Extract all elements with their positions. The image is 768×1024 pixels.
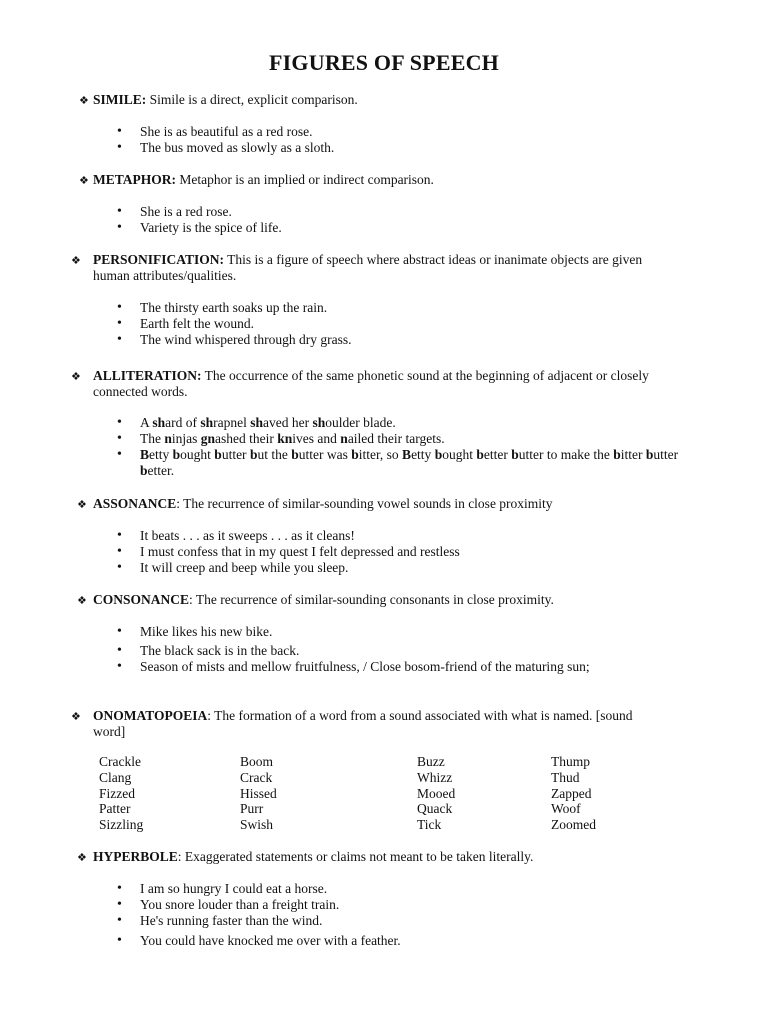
list-item [117,300,697,316]
bold-letters: B [140,447,150,462]
section-heading-text [93,496,663,512]
list-item [117,415,697,431]
page-title: FIGURES OF SPEECH [269,50,499,75]
section-definition: : The recurrence of similar-sounding vowel sounds in close proximity [176,496,553,511]
sound-word: Hissed [240,785,277,801]
example-list [117,124,697,156]
sound-word: Zapped [551,785,592,801]
example-list [117,204,697,236]
section-term: PERSONIFICATION: [93,252,225,267]
bold-letters: b [613,447,621,462]
section-heading-text [93,368,663,400]
list-item [117,544,697,560]
bold-letters: sh [152,415,166,430]
sound-word: Sizzling [99,817,144,833]
bold-letters: b [249,447,258,462]
section-heading-text [93,708,663,740]
bold-letters: kn [277,431,293,446]
section-heading-text [93,172,663,188]
section-term: ASSONANCE [93,496,177,511]
list-item [117,140,697,156]
bold-letters: b [172,447,181,462]
section-definition: The occurrence of the same phonetic sound at the beginning of adjacent or closely connected words. [93,368,649,399]
example-text: He's running faster than the wind. [140,913,323,928]
bold-letters: B [402,447,412,462]
example-list [117,881,697,949]
section-term: METAPHOR: [93,172,176,187]
example-list [117,528,697,576]
example-text: The wind whispered through dry grass. [140,332,352,347]
bold-letters: sh [200,415,214,430]
list-item [117,204,697,220]
section-definition: Metaphor is an implied or indirect comparison. [176,172,434,187]
sound-word: Crackle [99,754,141,769]
sound-word: Woof [551,801,581,817]
sound-word: Quack [417,801,453,817]
diamond-bullet-icon: ❖ [71,711,81,723]
section-definition: Simile is a direct, explicit comparison. [146,92,358,107]
bold-letters: sh [312,415,326,430]
example-text: Season of mists and mellow fruitfulness, / Close bosom-friend of the maturing sun; [140,659,590,674]
sound-word: Crack [240,769,273,785]
sound-word: Mooed [417,785,456,801]
sound-word: Clang [99,769,132,785]
list-item [117,447,697,479]
example-text: Betty bought butter but the butter was bitter, so Betty bought better butter to make the bitter butter better. [140,447,679,478]
bold-letters: n [340,431,348,446]
sound-word: Whizz [417,769,453,785]
list-item [117,643,697,659]
example-text: I must confess that in my quest I felt depressed and restless [140,544,460,559]
example-text: She is as beautiful as a red rose. [140,124,313,139]
list-item [117,560,697,576]
example-list [117,624,697,675]
example-text: She is a red rose. [140,204,232,219]
section-definition: : The formation of a word from a sound associated with what is named. [sound word] [93,708,633,739]
diamond-bullet-icon: ❖ [77,499,87,511]
section-heading-text [93,592,663,608]
section-definition: : Exaggerated statements or claims not meant to be taken literally. [177,849,534,864]
example-text: Mike likes his new bike. [140,624,273,639]
list-item [117,431,697,447]
list-item [117,124,697,140]
sound-word: Fizzed [99,785,135,801]
section-definition: This is a figure of speech where abstract ideas or inanimate objects are given human attributes/qualities. [93,252,643,283]
list-item [117,933,697,949]
sound-word: Zoomed [551,817,596,833]
bold-letters: b [291,447,299,462]
bold-letters: b [476,447,484,462]
section-heading-text [93,92,663,108]
section-term: SIMILE: [93,92,147,107]
example-text: The thirsty earth soaks up the rain. [140,300,328,315]
diamond-bullet-icon: ❖ [71,255,81,267]
diamond-bullet-icon: ❖ [77,595,87,607]
example-list [117,415,697,479]
sound-word: Tick [417,817,442,833]
section-term: ALLITERATION: [93,368,202,383]
sound-word: Patter [99,801,131,817]
bold-letters: b [140,463,148,478]
section-heading-text [93,849,663,865]
diamond-bullet-icon: ❖ [79,175,89,187]
section-heading-text [93,252,663,284]
example-text: The ninjas gnashed their knives and nailed their targets. [140,431,445,446]
sound-word: Thump [551,754,590,769]
bold-letters: b [511,447,519,462]
bold-letters: b [645,447,654,462]
list-item [117,332,697,348]
example-text: The black sack is in the back. [140,643,300,658]
example-text: It beats . . . as it sweeps . . . as it cleans! [140,528,355,543]
sound-word: Boom [240,754,274,769]
bold-letters: b [351,447,359,462]
example-text: It will creep and beep while you sleep. [140,560,349,575]
bold-letters: b [214,447,222,462]
bold-letters: gn [200,431,216,446]
list-item [117,881,697,897]
list-item [117,659,697,675]
list-item [117,624,697,640]
sound-word: Swish [240,817,274,833]
example-text: Earth felt the wound. [140,316,254,331]
bold-letters: b [434,447,443,462]
list-item [117,316,697,332]
example-list [117,300,697,348]
example-text: You snore louder than a freight train. [140,897,340,912]
diamond-bullet-icon: ❖ [71,371,81,383]
list-item [117,220,697,236]
list-item [117,913,697,929]
section-term: CONSONANCE [93,592,190,607]
example-text: You could have knocked me over with a feather. [140,933,401,948]
list-item [117,897,697,913]
diamond-bullet-icon: ❖ [77,852,87,864]
example-text: Variety is the spice of life. [140,220,282,235]
list-item [117,528,697,544]
section-term: ONOMATOPOEIA [93,708,208,723]
sound-word: Purr [240,801,264,817]
sound-word: Buzz [417,754,445,769]
bold-letters: n [164,431,172,446]
example-text: The bus moved as slowly as a sloth. [140,140,335,155]
bold-letters: sh [250,415,264,430]
section-term: HYPERBOLE [93,849,178,864]
example-text: I am so hungry I could eat a horse. [140,881,328,896]
diamond-bullet-icon: ❖ [79,95,89,107]
example-text: A shard of shrapnel shaved her shoulder blade. [140,415,396,430]
section-definition: : The recurrence of similar-sounding consonants in close proximity. [189,592,554,607]
sound-word: Thud [551,769,580,785]
